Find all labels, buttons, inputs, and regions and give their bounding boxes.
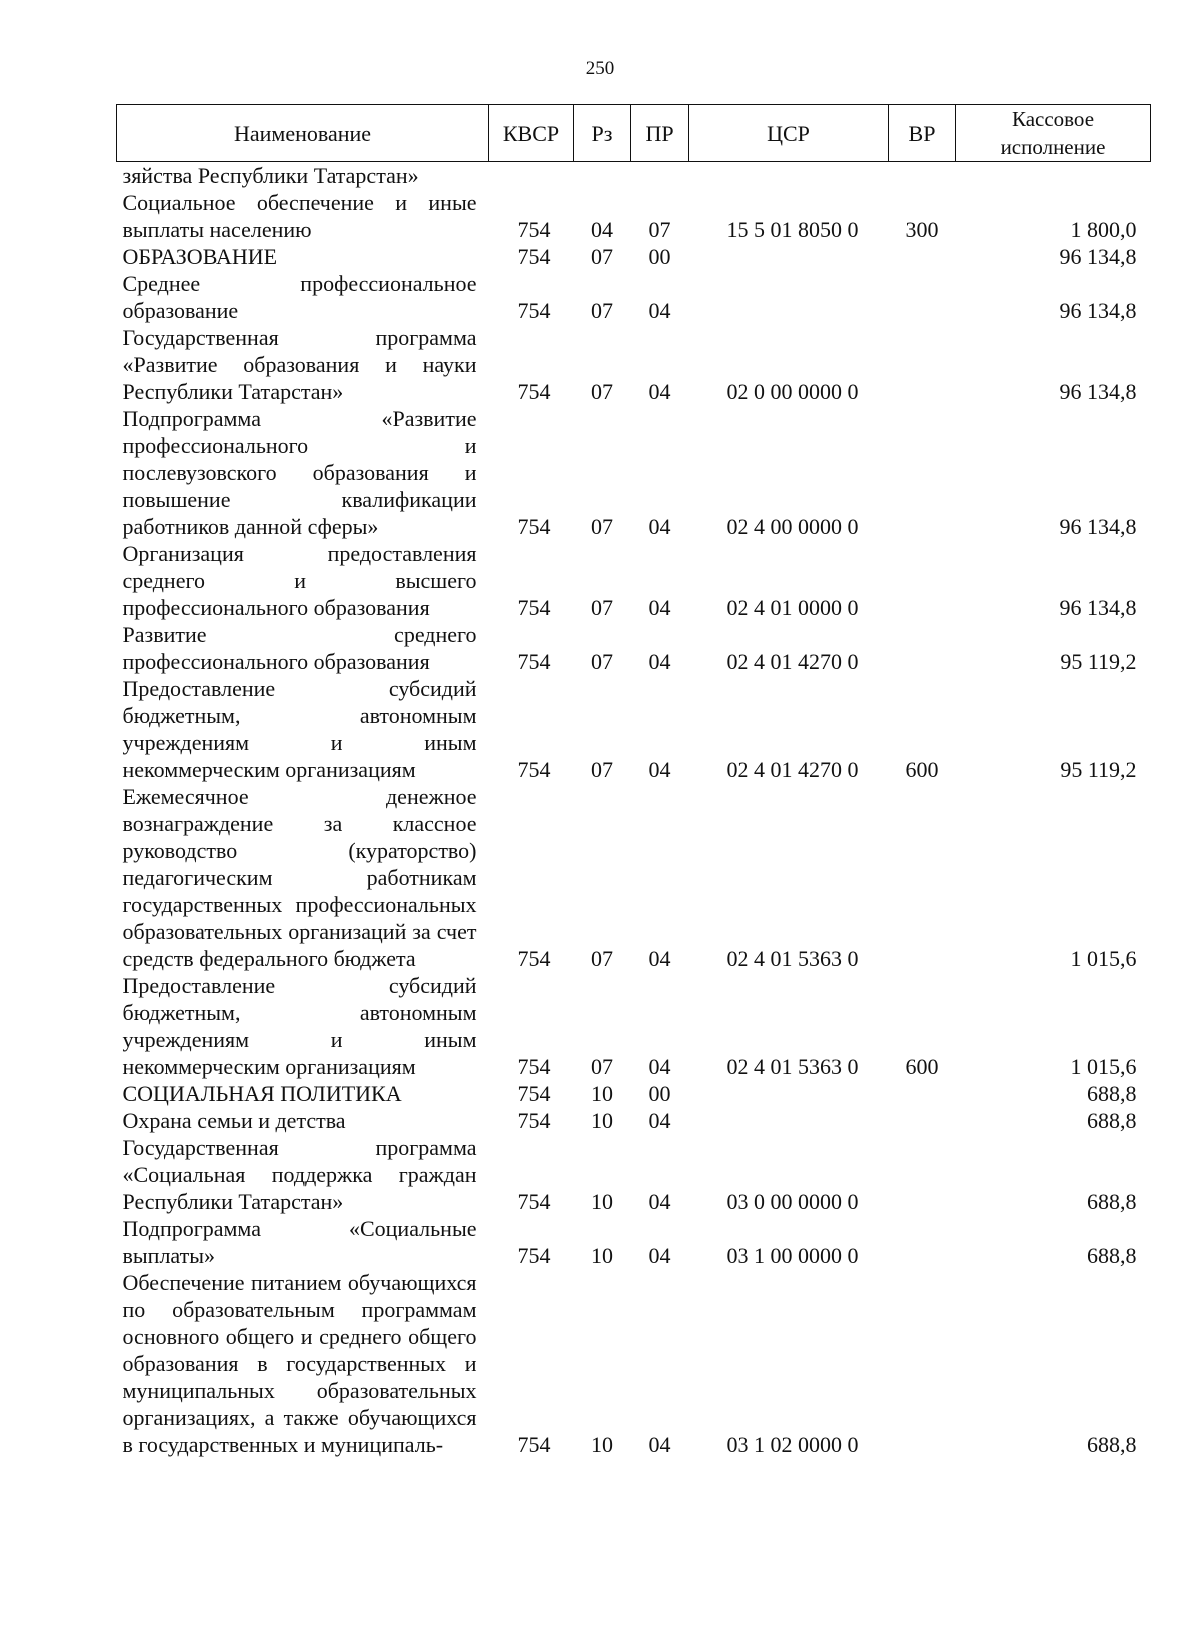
cell-pr: 04 (648, 946, 671, 971)
cell-csr (689, 1080, 889, 1107)
cell-name: Охрана семьи и детства (122, 1108, 346, 1133)
cell-vr (889, 1080, 956, 1107)
table-row (117, 1215, 1151, 1269)
table-row (117, 243, 1151, 270)
cell-sum: 688,8 (1087, 1189, 1137, 1214)
cell-csr (689, 270, 889, 324)
cell-vr (889, 243, 956, 270)
table-row (117, 972, 1151, 1080)
cell-pr (631, 162, 689, 190)
table-row (117, 1269, 1151, 1458)
cell-pr: 04 (648, 379, 671, 404)
cell-kvsr: 754 (517, 595, 551, 620)
cell-vr (889, 324, 956, 405)
cell-pr: 04 (648, 1054, 671, 1079)
cell-csr: 02 4 01 5363 0 (726, 946, 859, 971)
table-row (117, 675, 1151, 783)
cell-pr: 04 (648, 595, 671, 620)
cell-rz: 10 (591, 1243, 613, 1268)
cell-vr (889, 1215, 956, 1269)
cell-sum: 688,8 (1087, 1432, 1137, 1457)
cell-csr: 02 4 01 4270 0 (726, 757, 859, 782)
cell-rz: 10 (591, 1081, 613, 1106)
table-header (117, 105, 1151, 162)
cell-rz: 07 (591, 379, 613, 404)
header-name: Наименование (117, 105, 489, 162)
table-row (117, 162, 1151, 190)
table-row (117, 1134, 1151, 1215)
cell-name: Ежемесячное денежное вознаграждение за классное руководство (кураторство) педагогическим работникам государственных профессиональных образовательных организаций за счет средств федерального бюджета (122, 784, 477, 971)
cell-vr: 300 (905, 217, 939, 242)
cell-kvsr: 754 (517, 244, 551, 269)
cell-vr (889, 405, 956, 540)
cell-csr: 03 1 00 0000 0 (726, 1243, 859, 1268)
cell-name: Предоставление субсидий бюджетным, автономным учреждениям и иным некоммерческим организациям (122, 973, 477, 1079)
cell-vr (889, 540, 956, 621)
cell-rz: 10 (591, 1189, 613, 1214)
cell-name: Развитие среднего профессионального образования (122, 622, 477, 674)
cell-kvsr: 754 (517, 514, 551, 539)
cell-kvsr: 754 (517, 1432, 551, 1457)
header-rz: Рз (574, 105, 631, 162)
cell-sum: 96 134,8 (1059, 379, 1137, 404)
cell-csr: 02 4 01 4270 0 (726, 649, 859, 674)
cell-sum: 688,8 (1087, 1243, 1137, 1268)
cell-sum: 95 119,2 (1060, 757, 1137, 782)
table-body (117, 162, 1151, 1459)
table-row (117, 783, 1151, 972)
cell-pr: 00 (648, 244, 671, 269)
cell-sum: 688,8 (1087, 1081, 1137, 1106)
table-row (117, 324, 1151, 405)
header-csr: ЦСР (689, 105, 889, 162)
header-kvsr: КВСР (489, 105, 574, 162)
cell-sum (956, 162, 1151, 190)
cell-pr: 04 (648, 514, 671, 539)
cell-csr: 03 1 02 0000 0 (726, 1432, 859, 1457)
cell-kvsr: 754 (517, 1243, 551, 1268)
header-sum: Кассовое исполнение (956, 105, 1151, 162)
cell-csr: 02 4 01 5363 0 (726, 1054, 859, 1079)
cell-pr: 07 (648, 217, 671, 242)
cell-vr (889, 1134, 956, 1215)
cell-kvsr: 754 (517, 379, 551, 404)
cell-sum: 96 134,8 (1059, 244, 1137, 269)
cell-vr (889, 783, 956, 972)
table-row (117, 621, 1151, 675)
cell-vr (889, 1269, 956, 1458)
table-row (117, 405, 1151, 540)
cell-rz: 07 (591, 757, 613, 782)
cell-vr (889, 270, 956, 324)
cell-kvsr: 754 (517, 757, 551, 782)
cell-name: Организация предоставления среднего и высшего профессионального образования (122, 541, 477, 620)
cell-name: Среднее профессиональное образование (122, 271, 477, 323)
cell-rz: 07 (591, 244, 613, 269)
header-pr: ПР (631, 105, 689, 162)
cell-sum: 1 800,0 (1070, 217, 1137, 242)
cell-csr: 02 4 00 0000 0 (726, 514, 859, 539)
cell-rz: 07 (591, 514, 613, 539)
cell-name: зяйства Республики Татарстан» (122, 163, 419, 188)
cell-pr: 04 (648, 1432, 671, 1457)
table-row (117, 270, 1151, 324)
cell-name: Обеспечение питанием обучающихся по образовательным программам основного общего и среднего общего образования в государственных и муниципальных образовательных организациях, а также обучающихся в государственных и муниципаль- (122, 1270, 477, 1457)
cell-csr (689, 1107, 889, 1134)
table-row (117, 540, 1151, 621)
cell-kvsr: 754 (517, 1054, 551, 1079)
cell-rz: 07 (591, 595, 613, 620)
cell-pr: 04 (648, 757, 671, 782)
cell-name: Подпрограмма «Социальные выплаты» (122, 1216, 477, 1268)
cell-sum: 688,8 (1087, 1108, 1137, 1133)
page-number: 250 (585, 58, 615, 79)
cell-rz (574, 162, 631, 190)
cell-pr: 04 (648, 298, 671, 323)
cell-rz: 07 (591, 298, 613, 323)
cell-name: Государственная программа «Социальная поддержка граждан Республики Татарстан» (122, 1135, 477, 1214)
cell-csr (689, 243, 889, 270)
cell-kvsr: 754 (517, 1189, 551, 1214)
cell-kvsr: 754 (517, 1081, 551, 1106)
cell-name: Подпрограмма «Развитие профессионального и послевузовского образования и повышение квалификации работников данной сферы» (122, 406, 477, 539)
cell-csr (689, 162, 889, 190)
cell-rz: 07 (591, 649, 613, 674)
cell-kvsr: 754 (517, 298, 551, 323)
cell-rz: 07 (591, 946, 613, 971)
cell-sum: 96 134,8 (1059, 298, 1137, 323)
table-row (117, 1107, 1151, 1134)
cell-csr: 03 0 00 0000 0 (726, 1189, 859, 1214)
budget-table (116, 104, 1151, 1458)
cell-name: Социальное обеспечение и иные выплаты населению (122, 190, 477, 242)
cell-rz: 10 (591, 1432, 613, 1457)
cell-name: СОЦИАЛЬНАЯ ПОЛИТИКА (122, 1081, 402, 1106)
table-row (117, 189, 1151, 243)
cell-csr: 15 5 01 8050 0 (726, 217, 859, 242)
cell-sum: 1 015,6 (1070, 1054, 1137, 1079)
cell-kvsr: 754 (517, 946, 551, 971)
cell-pr: 04 (648, 1189, 671, 1214)
cell-rz: 07 (591, 1054, 613, 1079)
cell-rz: 04 (591, 217, 613, 242)
cell-sum: 1 015,6 (1070, 946, 1137, 971)
cell-kvsr: 754 (517, 649, 551, 674)
cell-kvsr (489, 162, 574, 190)
cell-name: ОБРАЗОВАНИЕ (122, 244, 278, 269)
cell-sum: 96 134,8 (1059, 595, 1137, 620)
cell-vr (889, 162, 956, 190)
cell-pr: 00 (648, 1081, 671, 1106)
cell-kvsr: 754 (517, 217, 551, 242)
cell-vr: 600 (905, 1054, 939, 1079)
cell-pr: 04 (648, 1243, 671, 1268)
cell-vr (889, 1107, 956, 1134)
cell-pr: 04 (648, 649, 671, 674)
cell-name: Предоставление субсидий бюджетным, автономным учреждениям и иным некоммерческим организациям (122, 676, 477, 782)
cell-kvsr: 754 (517, 1108, 551, 1133)
cell-rz: 10 (591, 1108, 613, 1133)
cell-vr: 600 (905, 757, 939, 782)
cell-pr: 04 (648, 1108, 671, 1133)
cell-csr: 02 4 01 0000 0 (726, 595, 859, 620)
cell-sum: 95 119,2 (1060, 649, 1137, 674)
header-vr: ВР (889, 105, 956, 162)
cell-sum: 96 134,8 (1059, 514, 1137, 539)
cell-csr: 02 0 00 0000 0 (726, 379, 859, 404)
cell-name: Государственная программа «Развитие образования и науки Республики Татарстан» (122, 325, 477, 404)
cell-vr (889, 621, 956, 675)
table-row (117, 1080, 1151, 1107)
